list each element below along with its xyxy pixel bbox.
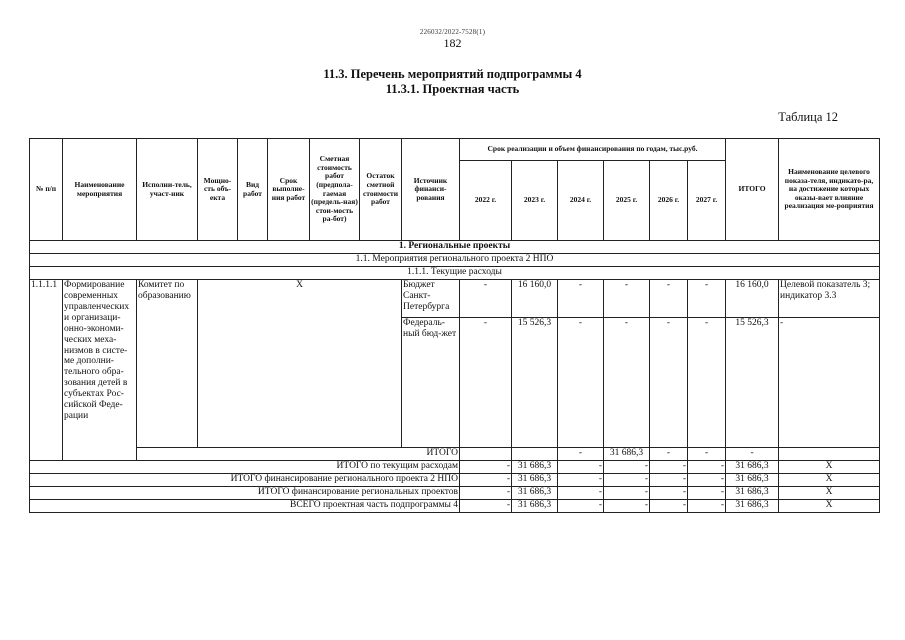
source-cell: Федераль-ный бюд-жет <box>402 318 460 448</box>
value-cell: - <box>558 448 604 461</box>
total-cell: 16 160,0 <box>726 280 779 318</box>
header-indicator: Наименование целевого показа-теля, индикато-ра, на достижение которых оказы-вает влияние реализация ме-роприятия <box>779 139 880 241</box>
value-cell: - <box>688 487 726 500</box>
item-name: Формирование современных управленческих и организаци-онно-экономи-ческих меха-низмов в систе-ме дополни-тельного обра-зования детей в субъектах Рос-сийской Феде-рации <box>63 280 137 461</box>
value-cell: - <box>460 487 512 500</box>
value-cell: - <box>460 500 512 513</box>
value-cell: - <box>460 280 512 318</box>
value-cell: 31 686,3 <box>604 448 650 461</box>
indicator-cell: Х <box>779 461 880 474</box>
value-cell: - <box>688 461 726 474</box>
item-num: 1.1.1.1 <box>30 280 63 461</box>
value-cell: 16 160,0 <box>512 280 558 318</box>
table-row <box>30 448 880 461</box>
value-cell: - <box>558 280 604 318</box>
value-cell: - <box>650 318 688 448</box>
value-cell: - <box>604 487 650 500</box>
value-cell: - <box>650 500 688 513</box>
value-cell: - <box>460 318 512 448</box>
indicator-cell: Целевой показатель 3; индикатор 3.3 <box>779 280 880 318</box>
value-cell: 31 686,3 <box>512 500 558 513</box>
itogo-label: ИТОГО <box>137 448 460 461</box>
value-cell <box>512 448 558 461</box>
header-capacity: Мощно-сть объ-екта <box>198 139 238 241</box>
table-row <box>30 500 880 513</box>
value-cell: - <box>650 487 688 500</box>
value-cell: - <box>650 280 688 318</box>
header-executor: Исполни-тель, участ-ник <box>137 139 198 241</box>
header-year: 2025 г. <box>604 161 650 241</box>
value-cell: - <box>460 461 512 474</box>
value-cell: - <box>604 500 650 513</box>
value-cell: 31 686,3 <box>512 461 558 474</box>
table-label: Таблица 12 <box>778 110 838 124</box>
total-cell: - <box>726 448 779 461</box>
indicator-cell <box>779 448 880 461</box>
header-remainder: Остаток сметной стоимости работ <box>360 139 402 241</box>
section-heading: 1. Региональные проекты <box>30 241 880 254</box>
value-cell: - <box>688 318 726 448</box>
table-row <box>30 487 880 500</box>
total-cell: 31 686,3 <box>726 474 779 487</box>
value-cell: - <box>604 474 650 487</box>
value-cell: - <box>688 280 726 318</box>
value-cell: - <box>650 461 688 474</box>
total-cell: 31 686,3 <box>726 487 779 500</box>
value-cell: - <box>558 487 604 500</box>
header-cost: Сметная стоимость работ (предпола-гаемая (предель-ная) стои-мость ра-бот) <box>310 139 360 241</box>
total-cell: 15 526,3 <box>726 318 779 448</box>
value-cell: - <box>650 448 688 461</box>
indicator-cell: Х <box>779 487 880 500</box>
header-name: Наименование мероприятия <box>63 139 137 241</box>
value-cell: - <box>688 474 726 487</box>
document-id: 226032/2022-7528(1) <box>419 28 486 36</box>
total-cell: 31 686,3 <box>726 500 779 513</box>
x-mark: Х <box>198 280 402 448</box>
value-cell <box>460 448 512 461</box>
activities-table <box>29 138 880 513</box>
item-executor: Комитет по образованию <box>137 280 198 448</box>
value-cell: 31 686,3 <box>512 487 558 500</box>
section-heading: 1.1.1. Текущие расходы <box>30 267 880 280</box>
value-cell: - <box>558 500 604 513</box>
value-cell: 31 686,3 <box>512 474 558 487</box>
header-year: 2027 г. <box>688 161 726 241</box>
value-cell: - <box>688 500 726 513</box>
header-year: 2024 г. <box>558 161 604 241</box>
total-row-label: ВСЕГО проектная часть подпрограммы 4 <box>30 500 460 513</box>
indicator-cell: Х <box>779 474 880 487</box>
value-cell: - <box>558 318 604 448</box>
value-cell: - <box>604 318 650 448</box>
header-source: Источник финанси-рования <box>402 139 460 241</box>
total-row-label: ИТОГО финансирование региональных проектов <box>30 487 460 500</box>
subsection-title: 11.3.1. Проектная часть <box>385 82 520 96</box>
header-term: Срок выполне-ния работ <box>268 139 310 241</box>
indicator-cell: Х <box>779 500 880 513</box>
header-total: ИТОГО <box>726 139 779 241</box>
value-cell: - <box>604 280 650 318</box>
section-heading: 1.1. Мероприятия регионального проекта 2 НПО <box>30 254 880 267</box>
table-row <box>30 461 880 474</box>
total-cell: 31 686,3 <box>726 461 779 474</box>
page-number: 182 <box>443 36 462 50</box>
header-period-group: Срок реализации и объем финансирования по годам, тыс.руб. <box>460 139 726 161</box>
header-year: 2026 г. <box>650 161 688 241</box>
value-cell: - <box>558 461 604 474</box>
table-row <box>30 474 880 487</box>
indicator-cell: - <box>779 318 880 448</box>
value-cell: 15 526,3 <box>512 318 558 448</box>
section-title: 11.3. Перечень мероприятий подпрограммы 4 <box>323 67 582 81</box>
table-row <box>30 280 880 318</box>
total-row-label: ИТОГО финансирование регионального проекта 2 НПО <box>30 474 460 487</box>
header-num: № п/п <box>30 139 63 241</box>
value-cell: - <box>688 448 726 461</box>
value-cell: - <box>650 474 688 487</box>
header-year: 2022 г. <box>460 161 512 241</box>
value-cell: - <box>460 474 512 487</box>
header-work-type: Вид работ <box>238 139 268 241</box>
total-row-label: ИТОГО по текущим расходам <box>30 461 460 474</box>
value-cell: - <box>604 461 650 474</box>
header-year: 2023 г. <box>512 161 558 241</box>
value-cell: - <box>558 474 604 487</box>
source-cell: Бюджет Санкт-Петербурга <box>402 280 460 318</box>
